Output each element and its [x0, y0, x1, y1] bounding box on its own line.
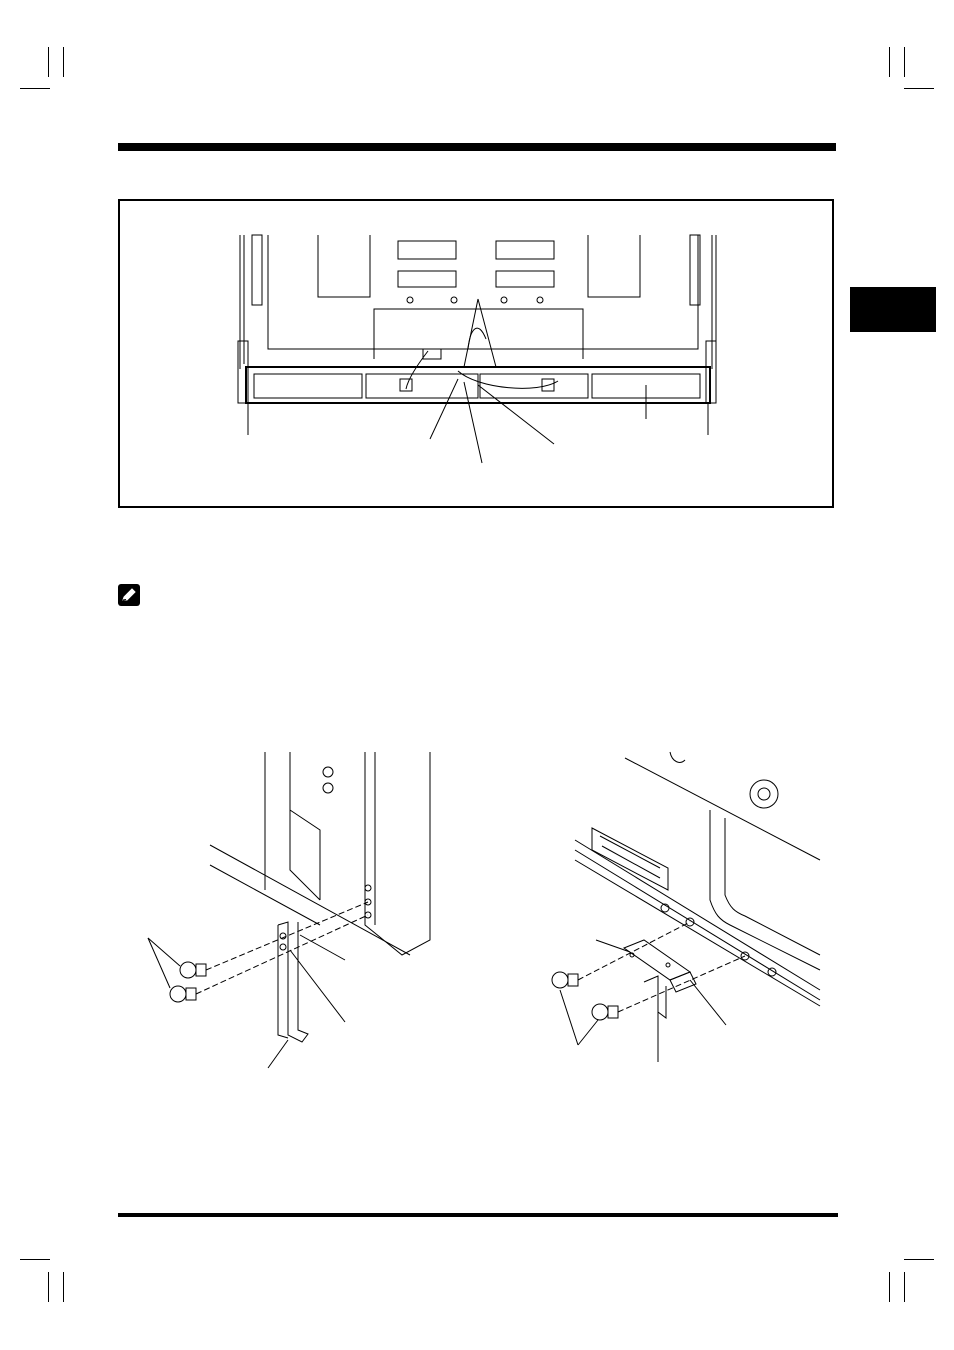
footer-rule — [118, 1213, 838, 1217]
section-tab — [850, 287, 936, 332]
pencil-icon — [118, 584, 140, 606]
header-rule — [118, 143, 836, 151]
top-figure-illustration — [118, 199, 834, 508]
bottom-right-illustration — [540, 750, 830, 1070]
bottom-left-illustration — [140, 750, 440, 1070]
